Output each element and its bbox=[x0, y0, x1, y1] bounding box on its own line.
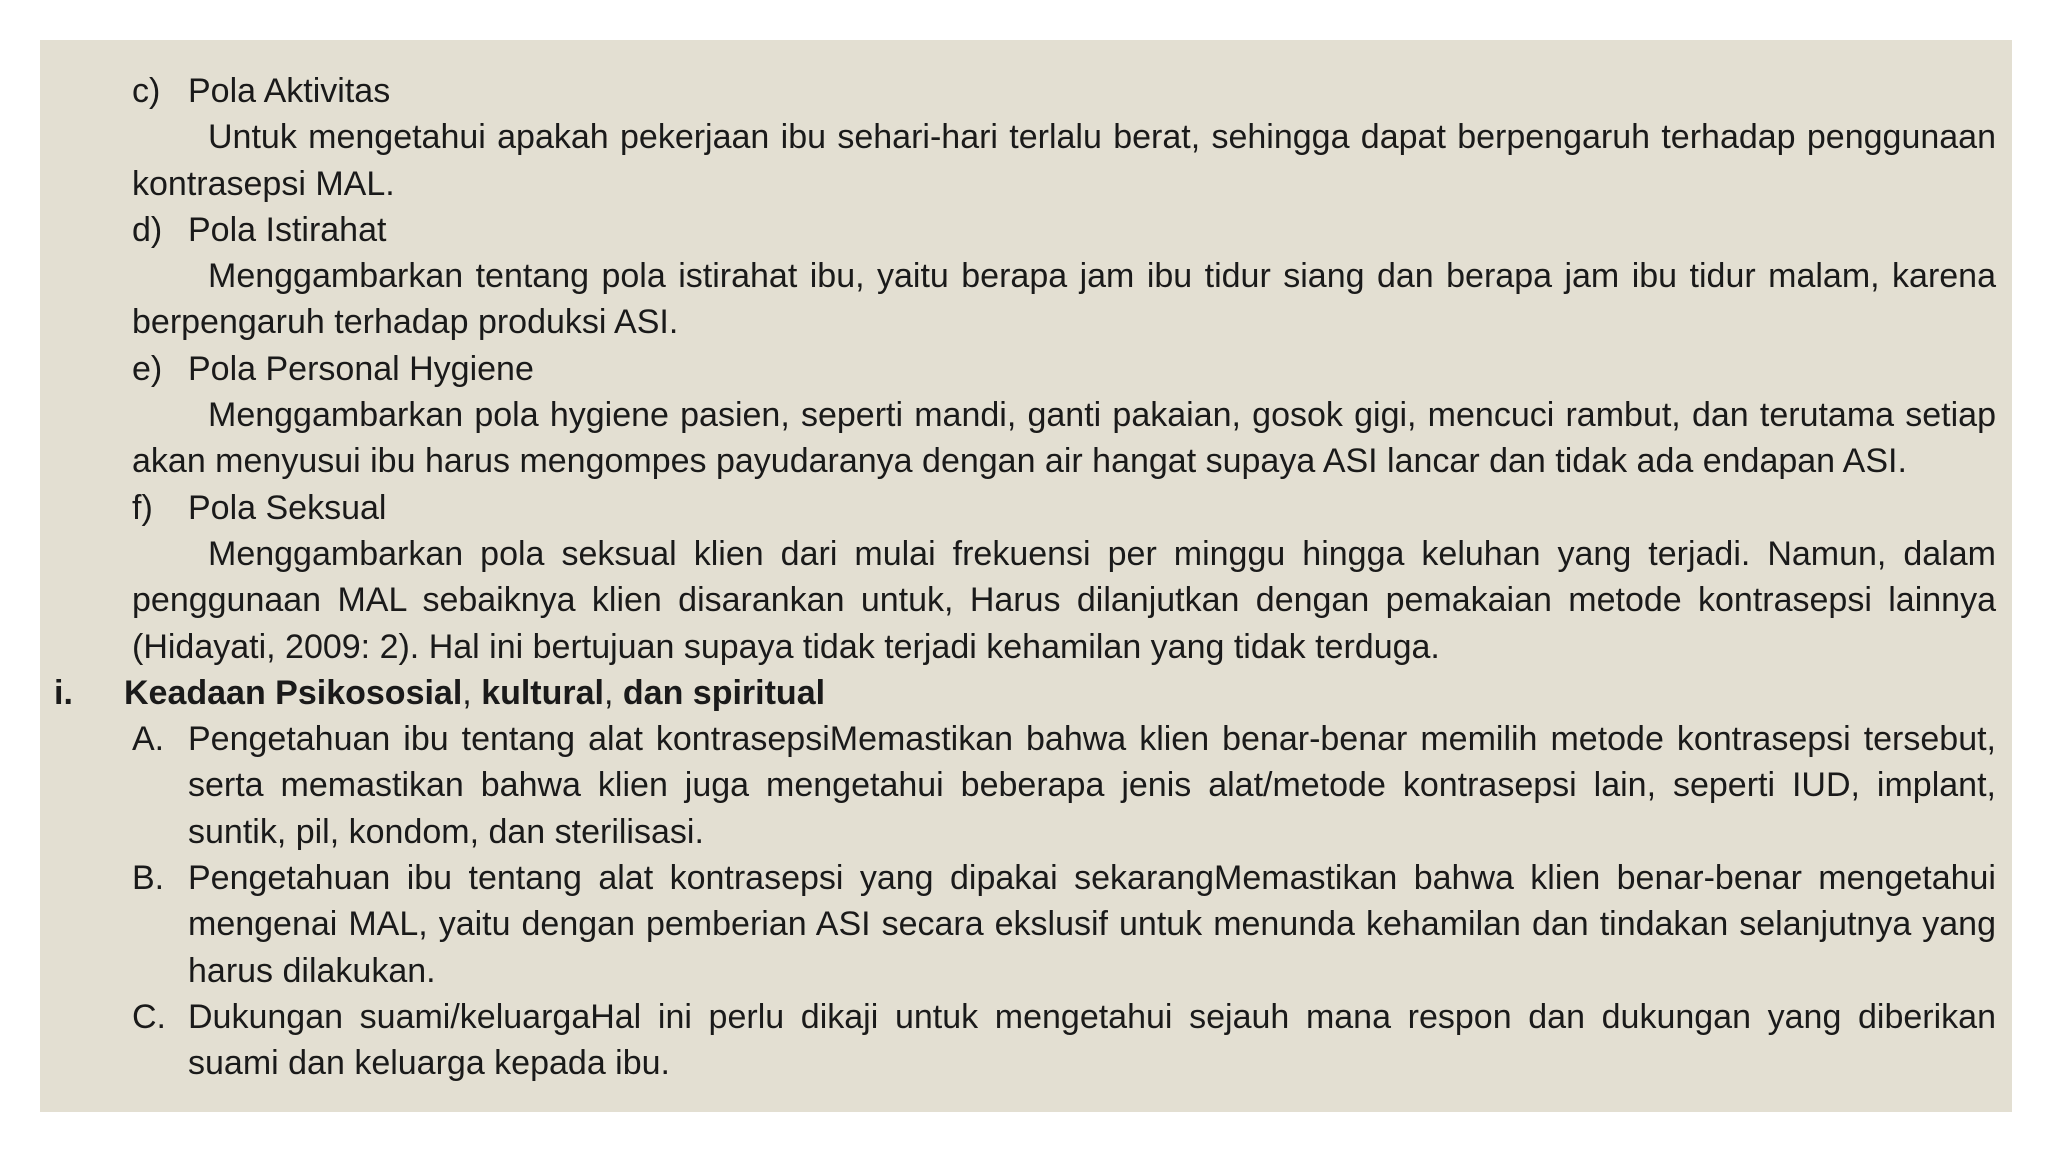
list-item-dukungan-suami bbox=[132, 994, 1996, 1087]
subsection-title: Pola Personal Hygiene bbox=[188, 349, 534, 388]
subsection-title: Pola Seksual bbox=[188, 488, 387, 527]
list-item-text: Pengetahuan ibu tentang alat kontrasepsi yang dipakai sekarangMemastikan bahwa klien benar-benar mengetahui mengenai MAL, yaitu dengan pemberian ASI secara ekslusif untuk menunda kehamilan dan tindakan selanjutnya yang harus dilakukan. bbox=[188, 859, 1996, 990]
list-marker: d) bbox=[132, 210, 163, 249]
list-marker: c) bbox=[132, 72, 161, 110]
subsection-title: Pola Aktivitas bbox=[188, 72, 391, 110]
subsection-heading-seksual bbox=[40, 485, 2012, 531]
subsection-body-istirahat: Menggambarkan tentang pola istirahat ibu, yaitu berapa jam ibu tidur siang dan berapa jam ibu tidur malam, karena berpengaruh terhadap produksi ASI. bbox=[132, 257, 1996, 342]
subsection-heading-aktivitas bbox=[40, 68, 2012, 114]
list-marker: A. bbox=[132, 720, 165, 759]
subsection-heading-istirahat bbox=[40, 207, 2012, 253]
section-title-separator: , bbox=[604, 673, 623, 712]
subsection-heading-hygiene bbox=[40, 346, 2012, 392]
list-marker: f) bbox=[132, 488, 153, 527]
list-item-pengetahuan-kontrasepsi bbox=[132, 716, 1996, 855]
subsection-title: Pola Istirahat bbox=[188, 210, 387, 249]
list-item-text: Pengetahuan ibu tentang alat kontrasepsiMemastikan bahwa klien benar-benar memilih metode kontrasepsi tersebut, serta memastikan bahwa klien juga mengetahui beberapa jenis alat/metode kontrasepsi lain, seperti IUD, implant, suntik, pil, kondom, dan sterilisasi. bbox=[188, 720, 1996, 851]
list-marker: C. bbox=[132, 997, 166, 1036]
section-title-part1: Keadaan Psikososial bbox=[124, 673, 463, 712]
list-item-pengetahuan-mal bbox=[132, 855, 1996, 994]
section-heading-psikososial bbox=[40, 670, 2012, 716]
section-title-part3: dan spiritual bbox=[622, 673, 826, 712]
subsection-body-hygiene: Menggambarkan pola hygiene pasien, seperti mandi, ganti pakaian, gosok gigi, mencuci rambut, dan terutama setiap akan menyusui ibu harus mengompes payudaranya dengan air hangat supaya ASI lancar dan tidak ada endapan ASI. bbox=[132, 396, 1996, 481]
document-content bbox=[40, 68, 2012, 1087]
section-title-separator: , bbox=[462, 673, 482, 712]
slide-background bbox=[40, 40, 2012, 1112]
list-marker: e) bbox=[132, 349, 163, 388]
section-title-part2: kultural bbox=[481, 673, 604, 712]
subsection-body-seksual: Menggambarkan pola seksual klien dari mulai frekuensi per minggu hingga keluhan yang terjadi. Namun, dalam penggunaan MAL sebaiknya klien disarankan untuk, Harus dilanjutkan dengan pemakaian metode kontrasepsi lainnya (Hidayati, 2009: 2). Hal ini bertujuan supaya tidak terjadi kehamilan yang tidak terduga. bbox=[132, 534, 1996, 666]
list-marker: B. bbox=[132, 859, 165, 898]
section-marker: i. bbox=[54, 673, 73, 712]
subsection-body-aktivitas: Untuk mengetahui apakah pekerjaan ibu sehari-hari terlalu berat, sehingga dapat berpengaruh terhadap penggunaan kontrasepsi MAL. bbox=[132, 118, 1996, 203]
list-item-text: Dukungan suami/keluargaHal ini perlu dikaji untuk mengetahui sejauh mana respon dan dukungan yang diberikan suami dan keluarga kepada ibu. bbox=[188, 997, 1996, 1083]
